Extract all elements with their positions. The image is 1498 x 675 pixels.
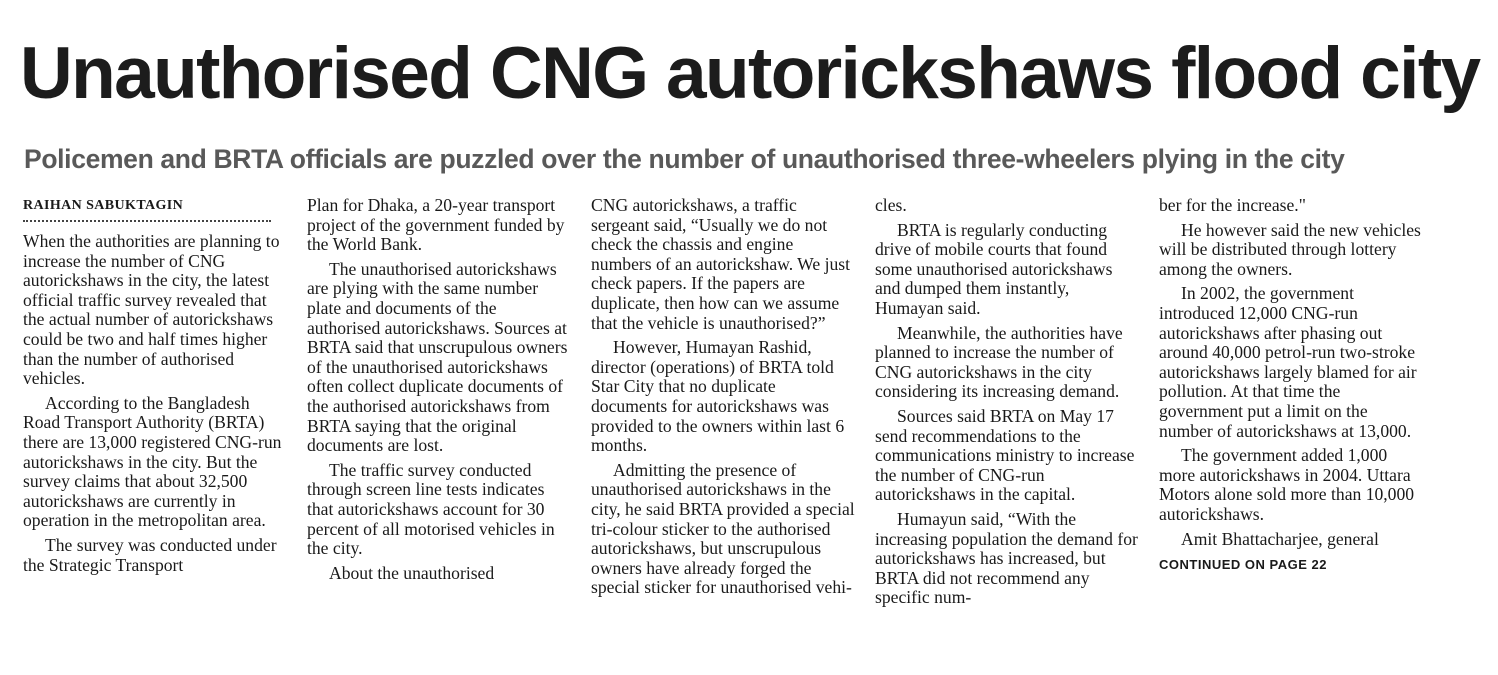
- paragraph: Plan for Dhaka, a 20-year transport project of the government funded by the World Bank.: [307, 195, 565, 255]
- paragraph: Sources said BRTA on May 17 send recommendations to the communications ministry to increase the number of CNG-run autorickshaws in the capital.: [875, 405, 1135, 505]
- paragraph: Amit Bhattacharjee, general: [1181, 528, 1379, 549]
- paragraph: Meanwhile, the authorities have planned to increase the number of CNG autorickshaws in the city considering its increasing demand.: [875, 322, 1123, 402]
- paragraph: BRTA is regularly conducting drive of mobile courts that found some unauthorised autorickshaws and dumped them instantly, Humayan said.: [875, 219, 1113, 318]
- paragraph: Humayun said, “With the increasing population the demand for autorickshaws has increased, but BRTA did not recommend any specific num-: [875, 508, 1138, 608]
- continued-notice: CONTINUED ON PAGE 22: [1159, 557, 1327, 573]
- paragraph: The government added 1,000 more autorickshaws in 2004. Uttara Motors alone sold more than 10,000 autorickshaws.: [1159, 445, 1415, 524]
- paragraph: However, Humayan Rashid, director (operations) of BRTA told Star City that no duplicate documents for autorickshaws was provided to the owners within last 6 months.: [591, 337, 845, 456]
- paragraph: In 2002, the government introduced 12,000 CNG-run autorickshaws after phasing out around 40,000 petrol-run two-stroke autorickshaws largely blamed for air pollution. At that time the government put a limit on the number of autorickshaws at 13,000.: [1159, 283, 1417, 441]
- paragraph: cles.: [875, 195, 907, 215]
- article-column-4: [875, 196, 1139, 613]
- paragraph: CNG autorickshaws, a traffic sergeant said, “Usually we do not check the chassis and engine numbers of an autorickshaw. We just check papers. If the papers are duplicate, then how can we assume that the vehicle is unauthorised?”: [591, 195, 851, 333]
- headline: Unauthorised CNG autorickshaws flood city: [20, 33, 1480, 114]
- article-column-2: [307, 196, 571, 588]
- paragraph: The unauthorised autorickshaws are plying with the same number plate and documents of the authorised autorickshaws. Sources at BRTA said that unscrupulous owners of the unauthorised autorickshaws often collect duplicate documents of the authorised autorickshaws from BRTA saying that the original documents are lost.: [307, 258, 568, 456]
- byline-rule: [23, 220, 271, 222]
- paragraph: According to the Bangladesh Road Transport Authority (BRTA) there are 13,000 registered CNG-run autorickshaws in the city. But the survey claims that about 32,500 autorickshaws are currently in operation in the metropolitan area.: [23, 392, 282, 531]
- article-column-3: [591, 196, 855, 603]
- paragraph: When the authorities are planning to increase the number of CNG autorickshaws in the city, the latest official traffic survey revealed that the actual number of autorickshaws could be two and half times higher than the number of authorised vehicles.: [23, 231, 280, 389]
- paragraph: Admitting the presence of unauthorised autorickshaws in the city, he said BRTA provided a special tri-colour sticker to the authorised autorickshaws, but unscrupulous owners have already forged the special sticker for unauthorised vehi-: [591, 459, 855, 598]
- paragraph: He however said the new vehicles will be distributed through lottery among the owners.: [1159, 219, 1421, 279]
- paragraph: About the unauthorised: [329, 562, 495, 583]
- paragraph: The survey was conducted under the Strategic Transport: [23, 534, 277, 575]
- byline: RAIHAN SABUKTAGIN: [23, 198, 184, 213]
- paragraph: The traffic survey conducted through screen line tests indicates that autorickshaws account for 30 percent of all motorised vehicles in the city.: [307, 459, 555, 559]
- subheadline: Policemen and BRTA officials are puzzled over the number of unauthorised three-wheelers plying in the city: [24, 144, 1345, 174]
- article-column-5: [1159, 196, 1423, 575]
- paragraph: ber for the increase.": [1159, 195, 1306, 215]
- article-column-1: [23, 196, 287, 580]
